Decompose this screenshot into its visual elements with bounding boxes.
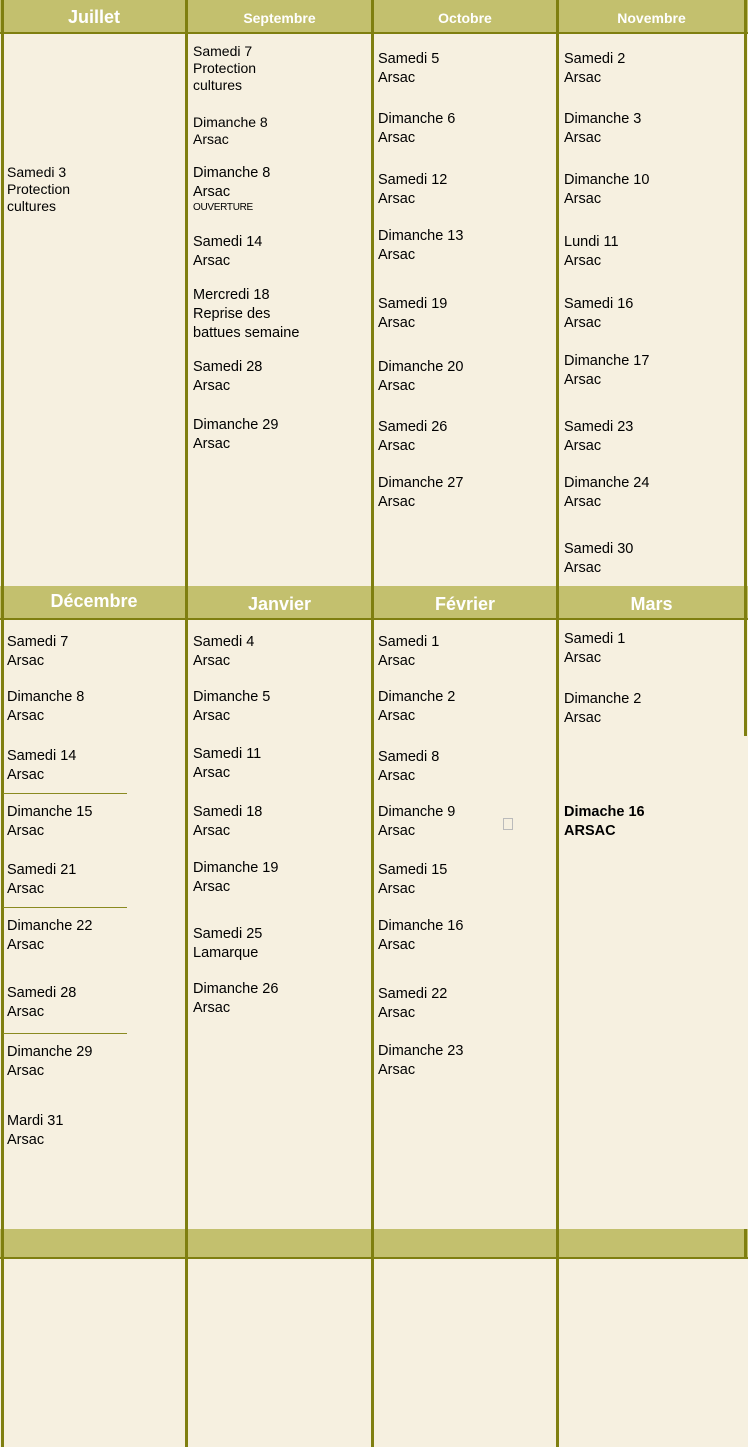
entry-place: Lamarque bbox=[193, 945, 259, 961]
entry-day: Dimanche 8 bbox=[193, 165, 271, 181]
entry-place: Arsac bbox=[378, 378, 416, 394]
grid-vline bbox=[371, 0, 374, 1447]
entry-day: Mardi 31 bbox=[7, 1113, 64, 1129]
entry-day: Samedi 7 bbox=[193, 43, 253, 59]
entry-day: Dimanche 23 bbox=[378, 1043, 464, 1059]
entry-place: Arsac bbox=[7, 653, 45, 669]
entry-place: cultures bbox=[7, 198, 57, 214]
list-item bbox=[193, 688, 270, 726]
entry-day: Dimanche 22 bbox=[7, 918, 93, 934]
entry-place: Arsac bbox=[564, 253, 602, 269]
entry-place: Arsac bbox=[193, 1000, 231, 1016]
entry-day: Samedi 8 bbox=[378, 749, 440, 765]
list-item bbox=[7, 984, 76, 1022]
entry-day: Dimanche 9 bbox=[378, 804, 456, 820]
entry-day: Samedi 1 bbox=[564, 631, 626, 647]
entry-day: Samedi 19 bbox=[378, 296, 448, 312]
entry-place: Arsac bbox=[193, 708, 231, 724]
entry-day: Samedi 4 bbox=[193, 634, 255, 650]
month-header-fevrier: Février bbox=[434, 594, 496, 614]
entry-day: Dimanche 8 bbox=[193, 114, 268, 130]
entry-day: Samedi 25 bbox=[193, 926, 263, 942]
entry-day: Dimache 16 bbox=[564, 804, 645, 820]
grid-hline bbox=[0, 32, 748, 34]
entry-place: Arsac bbox=[378, 881, 416, 897]
month-header-septembre: Septembre bbox=[243, 10, 316, 26]
list-item bbox=[193, 114, 268, 148]
list-item bbox=[378, 861, 447, 899]
entry-day: Dimanche 24 bbox=[564, 475, 650, 491]
entry-place: Arsac bbox=[193, 131, 229, 147]
entry-place: Arsac bbox=[378, 315, 416, 331]
entry-place: Arsac bbox=[7, 1063, 45, 1079]
entry-place: Arsac bbox=[7, 823, 45, 839]
list-item bbox=[564, 295, 633, 333]
grid-vline bbox=[744, 0, 747, 736]
list-item bbox=[564, 171, 649, 209]
entry-place: Arsac bbox=[564, 710, 602, 726]
entry-day: Samedi 16 bbox=[564, 296, 634, 312]
entry-day: Samedi 14 bbox=[193, 234, 263, 250]
list-item bbox=[193, 803, 262, 841]
entry-place: Arsac bbox=[193, 765, 231, 781]
entry-place: ARSAC bbox=[564, 823, 616, 839]
list-item bbox=[7, 917, 92, 955]
entry-place: Arsac bbox=[378, 1005, 416, 1021]
list-item bbox=[7, 1112, 63, 1150]
entry-day: Dimanche 2 bbox=[378, 689, 456, 705]
list-item bbox=[564, 233, 619, 271]
entry-place: Arsac bbox=[7, 1132, 45, 1148]
entry-place: Arsac bbox=[193, 653, 231, 669]
list-item bbox=[378, 110, 455, 148]
list-item bbox=[378, 418, 447, 456]
entry-place: Arsac bbox=[564, 372, 602, 388]
list-item bbox=[7, 747, 76, 785]
list-item bbox=[378, 803, 455, 841]
entry-place: Arsac bbox=[378, 768, 416, 784]
list-item bbox=[564, 352, 649, 390]
missing-glyph-icon bbox=[503, 818, 513, 830]
entry-day: Dimanche 10 bbox=[564, 172, 650, 188]
list-item bbox=[564, 690, 641, 728]
grid-vline bbox=[744, 1229, 747, 1259]
entry-place: Arsac bbox=[378, 653, 416, 669]
entry-place: Arsac bbox=[564, 560, 602, 576]
entry-place: Arsac bbox=[193, 253, 231, 269]
entry-day: Dimanche 29 bbox=[7, 1044, 93, 1060]
month-header-decembre: Décembre bbox=[50, 591, 138, 611]
entry-day: Samedi 23 bbox=[564, 419, 634, 435]
grid-hline bbox=[0, 618, 748, 620]
entry-place: Arsac bbox=[564, 650, 602, 666]
entry-place: Arsac bbox=[7, 937, 45, 953]
month-header-janvier: Janvier bbox=[247, 594, 312, 614]
entry-place: Arsac bbox=[193, 436, 231, 452]
entry-place: Arsac bbox=[564, 494, 602, 510]
entry-day: Dimanche 20 bbox=[378, 359, 464, 375]
list-item bbox=[378, 748, 439, 786]
entry-place: Arsac bbox=[378, 247, 416, 263]
entry-day: Samedi 12 bbox=[378, 172, 448, 188]
entry-place: Arsac bbox=[378, 1062, 416, 1078]
divider bbox=[3, 907, 127, 908]
entry-place: Arsac bbox=[193, 823, 231, 839]
grid-vline bbox=[1, 0, 4, 1447]
list-item bbox=[193, 233, 262, 271]
footer-band bbox=[0, 1229, 748, 1259]
entry-place: Arsac bbox=[564, 191, 602, 207]
entry-day: Dimanche 17 bbox=[564, 353, 650, 369]
entry-place: Arsac bbox=[7, 708, 45, 724]
entry-day: Samedi 28 bbox=[7, 985, 77, 1001]
entry-day: Samedi 2 bbox=[564, 51, 626, 67]
entry-day: Samedi 15 bbox=[378, 862, 448, 878]
list-item bbox=[193, 43, 256, 94]
entry-place: Arsac bbox=[378, 937, 416, 953]
list-item bbox=[378, 171, 447, 209]
entry-day: Samedi 7 bbox=[7, 634, 69, 650]
divider bbox=[3, 793, 127, 794]
month-header-octobre: Octobre bbox=[438, 10, 492, 26]
list-item bbox=[7, 861, 76, 899]
list-item bbox=[7, 164, 70, 215]
grid-hline bbox=[0, 1257, 748, 1259]
entry-day: Samedi 28 bbox=[193, 359, 263, 375]
entry-day: Dimanche 26 bbox=[193, 981, 279, 997]
entry-day: Dimanche 8 bbox=[7, 689, 85, 705]
list-item bbox=[564, 540, 633, 578]
entry-day: Dimanche 29 bbox=[193, 417, 279, 433]
list-item bbox=[193, 745, 261, 783]
entry-place: battues semaine bbox=[193, 325, 300, 341]
entry-day: Dimanche 6 bbox=[378, 111, 456, 127]
list-item bbox=[378, 50, 439, 88]
entry-day: Samedi 14 bbox=[7, 748, 77, 764]
list-item bbox=[378, 474, 463, 512]
list-item bbox=[564, 630, 625, 668]
grid-vline bbox=[556, 0, 559, 1447]
entry-day: Dimanche 5 bbox=[193, 689, 271, 705]
list-item bbox=[564, 110, 641, 148]
month-header-novembre: Novembre bbox=[617, 10, 686, 26]
list-item bbox=[193, 980, 278, 1018]
divider bbox=[3, 1033, 127, 1034]
entry-place: Arsac bbox=[378, 130, 416, 146]
list-item bbox=[193, 416, 278, 454]
entry-day: Dimanche 15 bbox=[7, 804, 93, 820]
list-item bbox=[378, 633, 439, 671]
entry-place: Arsac bbox=[378, 708, 416, 724]
list-item bbox=[564, 50, 625, 88]
entry-place: Arsac bbox=[193, 879, 231, 895]
list-item bbox=[7, 803, 92, 841]
entry-place: Arsac bbox=[193, 184, 231, 200]
entry-day: Samedi 26 bbox=[378, 419, 448, 435]
list-item bbox=[7, 633, 68, 671]
list-item bbox=[564, 474, 649, 512]
entry-place: Arsac bbox=[7, 881, 45, 897]
list-item bbox=[193, 286, 299, 343]
list-item bbox=[378, 358, 463, 396]
entry-day: Samedi 5 bbox=[378, 51, 440, 67]
list-item bbox=[193, 164, 270, 214]
entry-place: Arsac bbox=[564, 130, 602, 146]
entry-day: Samedi 11 bbox=[193, 746, 262, 762]
list-item bbox=[193, 633, 254, 671]
entry-place: Arsac bbox=[378, 191, 416, 207]
entry-place: Arsac bbox=[378, 494, 416, 510]
list-item bbox=[193, 358, 262, 396]
entry-day: Samedi 21 bbox=[7, 862, 77, 878]
list-item bbox=[378, 227, 463, 265]
entry-day: Dimanche 16 bbox=[378, 918, 464, 934]
grid-vline bbox=[185, 0, 188, 1447]
entry-day: Dimanche 2 bbox=[564, 691, 642, 707]
entry-place: Arsac bbox=[564, 438, 602, 454]
entry-place: Arsac bbox=[193, 378, 231, 394]
entry-day: Samedi 3 bbox=[7, 164, 67, 180]
entry-day: Lundi 11 bbox=[564, 234, 619, 250]
entry-place: Arsac bbox=[564, 70, 602, 86]
entry-place: Protection bbox=[7, 181, 71, 197]
list-item bbox=[378, 917, 463, 955]
list-item bbox=[378, 688, 455, 726]
entry-place: Protection bbox=[193, 60, 257, 76]
month-header-juillet: Juillet bbox=[67, 7, 120, 27]
entry-place: Arsac bbox=[7, 767, 45, 783]
entry-place: Arsac bbox=[378, 438, 416, 454]
entry-day: Dimanche 27 bbox=[378, 475, 464, 491]
entry-place: Arsac bbox=[378, 823, 416, 839]
entry-day: Samedi 18 bbox=[193, 804, 263, 820]
entry-day: Dimanche 13 bbox=[378, 228, 464, 244]
entry-day: Dimanche 19 bbox=[193, 860, 279, 876]
entry-day: Mercredi 18 bbox=[193, 287, 270, 303]
entry-day: Samedi 22 bbox=[378, 986, 448, 1002]
month-header-mars: Mars bbox=[630, 594, 673, 614]
list-item bbox=[564, 418, 633, 456]
entry-note: OUVERTURE bbox=[193, 202, 253, 213]
list-item bbox=[193, 859, 278, 897]
list-item bbox=[193, 925, 262, 963]
entry-day: Samedi 1 bbox=[378, 634, 440, 650]
entry-place: Arsac bbox=[564, 315, 602, 331]
list-item bbox=[378, 985, 447, 1023]
list-item bbox=[7, 1043, 92, 1081]
entry-place: Reprise des bbox=[193, 306, 271, 322]
list-item bbox=[378, 1042, 463, 1080]
list-item bbox=[564, 803, 645, 841]
entry-place: Arsac bbox=[378, 70, 416, 86]
list-item bbox=[378, 295, 447, 333]
entry-place: cultures bbox=[193, 77, 243, 93]
entry-place: Arsac bbox=[7, 1004, 45, 1020]
entry-day: Samedi 30 bbox=[564, 541, 634, 557]
list-item bbox=[7, 688, 84, 726]
entry-day: Dimanche 3 bbox=[564, 111, 642, 127]
